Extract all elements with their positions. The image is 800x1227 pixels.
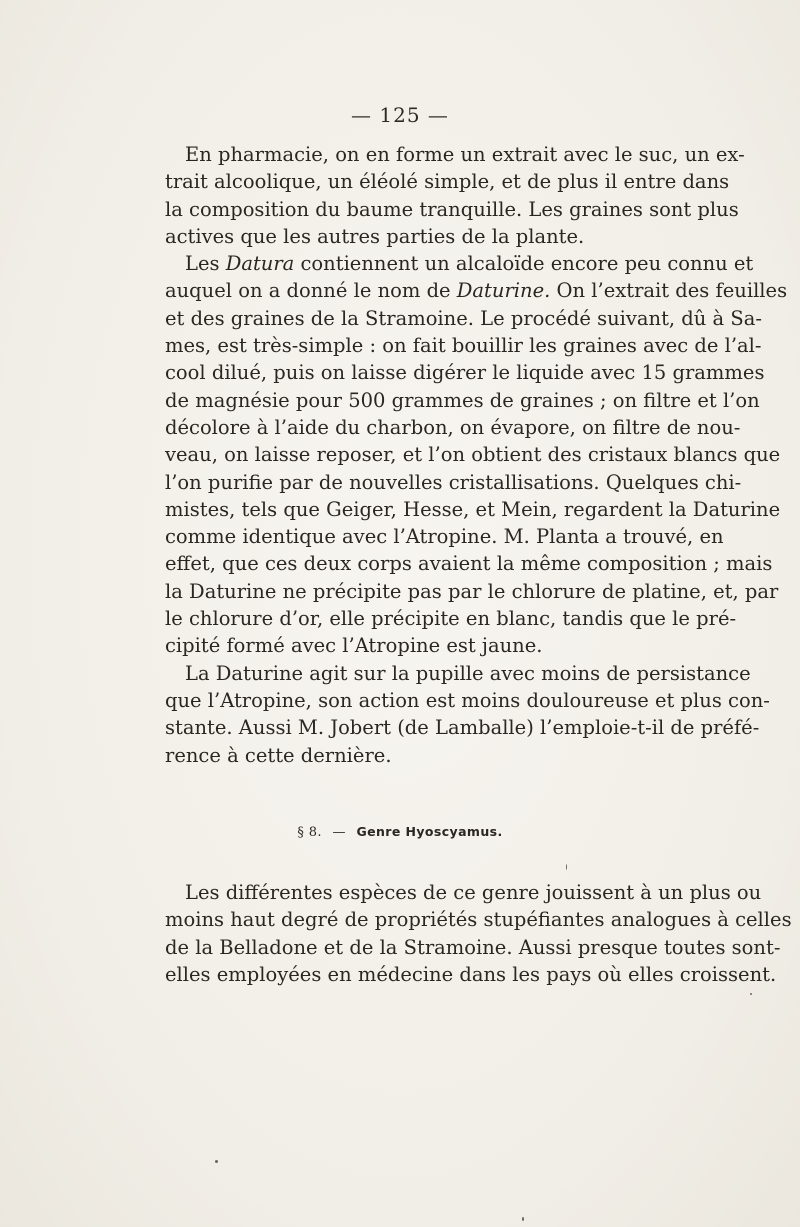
scan-speck [750,993,752,995]
text-line: décolore à l’aide du charbon, on évapore, on filtre de nou- [165,415,741,439]
text-line: la Daturine ne précipite pas par le chlorure de platine, et, par [165,579,779,603]
text-line: elles employées en médecine dans les pays où elles croissent. [165,962,777,986]
text-line: cipité formé avec l’Atropine est jaune. [165,634,543,658]
text-line: de magnésie pour 500 grammes de graines ; on filtre et l’on [165,388,760,412]
section-number: § 8. [297,825,322,840]
text-line: la composition du baume tranquille. Les graines sont plus [165,197,739,221]
paragraph-4 [165,879,792,988]
text-line: stante. Aussi M. Jobert (de Lamballe) l’emploie-t-il de préfé- [165,716,760,740]
paragraph-2 [165,250,788,659]
section-title: Genre Hyoscyamus. [356,824,503,839]
scan-speck [566,864,567,870]
page-number: — 125 — [351,103,449,127]
text-line: rence à cette dernière. [165,743,392,767]
section-dash: — [332,825,346,840]
text-line: effet, que ces deux corps avaient la même composition ; mais [165,552,773,576]
text-line: Les différentes espèces de ce genre jouissent à un plus ou [185,881,762,904]
text-line: trait alcoolique, un éléolé simple, et de plus il entre dans [165,170,730,194]
text-line: que l’Atropine, son action est moins douloureuse et plus con- [165,688,770,712]
paragraph-1 [165,141,745,250]
section-text [165,879,792,988]
text-line: de la Belladone et de la Stramoine. Aussi presque toutes sont- [165,935,781,959]
text-line: comme identique avec l’Atropine. M. Planta a trouvé, en [165,525,724,549]
italic-term: Daturine. [456,279,551,303]
section-heading [0,824,800,840]
main-text [165,141,788,769]
text-line: auquel on a donné le nom de Daturine. On l’extrait des feuilles [165,279,788,303]
text-line: mistes, tels que Geiger, Hesse, et Mein, regardent la Daturine [165,497,781,521]
paragraph-3 [165,660,770,769]
scan-speck [215,1160,218,1163]
text-line: et des graines de la Stramoine. Le procédé suivant, dû à Sa- [165,306,762,330]
scan-speck [522,1217,524,1221]
text-line: mes, est très-simple : on fait bouillir les graines avec de l’al- [165,334,762,358]
text-line: moins haut degré de propriétés stupéfiantes analogues à celles [165,908,792,932]
text-line: actives que les autres parties de la plante. [165,224,585,248]
text-line: le chlorure d’or, elle précipite en blanc, tandis que le pré- [165,607,737,631]
text-line: En pharmacie, on en forme un extrait avec le suc, un ex- [185,143,745,166]
text-line: l’on purifie par de nouvelles cristallisations. Quelques chi- [165,470,742,494]
text-line: cool dilué, puis on laisse digérer le liquide avec 15 grammes [165,361,765,385]
text-line: veau, on laisse reposer, et l’on obtient des cristaux blancs que [165,443,781,467]
text-line: Les Datura contiennent un alcaloïde encore peu connu et [185,252,754,276]
italic-term: Datura [225,252,295,276]
text-line: La Daturine agit sur la pupille avec moins de persistance [185,661,751,685]
